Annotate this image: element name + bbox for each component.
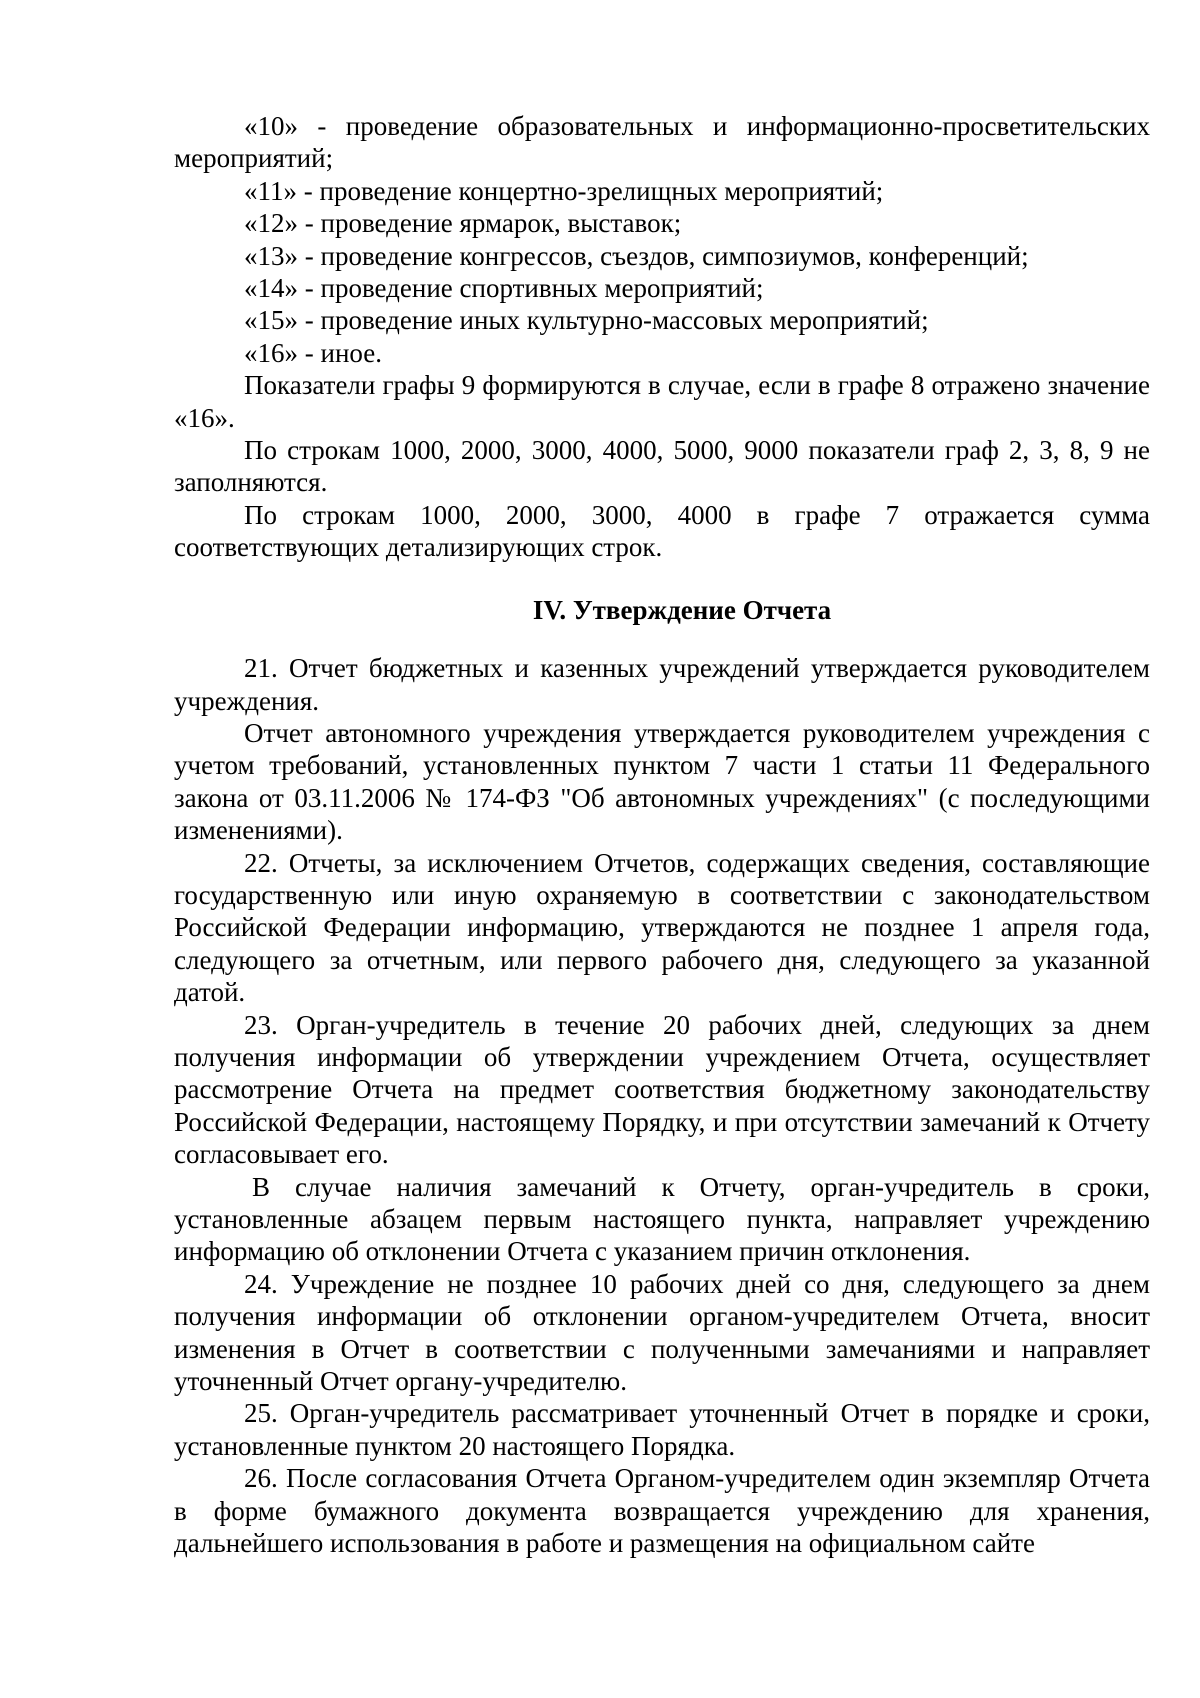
- rows-sum-paragraph: По строкам 1000, 2000, 3000, 4000 в графе 7 отражается сумма соответствующих детализирующих строк.: [174, 499, 1150, 563]
- clause-23-paragraph: 23. Орган-учредитель в течение 20 рабочих дней, следующих за днем получения информации об утверждении учреждением Отчета, осуществляет рассмотрение Отчета на предмет соответствия бюджетному законодательству Российской Федерации, настоящему Порядку, и при отсутствии замечаний к Отчету согласовывает его.: [174, 1009, 1150, 1170]
- item-13-paragraph: «13» - проведение конгрессов, съездов, симпозиумов, конференций;: [244, 240, 1029, 271]
- remarks-paragraph: В случае наличия замечаний к Отчету, орган-учредитель в сроки, установленные абзацем первым настоящего пункта, направляет учреждению информацию об отклонении Отчета с указанием причин отклонения.: [174, 1171, 1150, 1267]
- item-11-paragraph: «11» - проведение концертно-зрелищных мероприятий;: [244, 175, 884, 206]
- item-16-paragraph: «16» - иное.: [244, 337, 382, 368]
- clause-22-paragraph: 22. Отчеты, за исключением Отчетов, содержащих сведения, составляющие государственную или иную охраняемую в соответствии с законодательством Российской Федерации информацию, утверждаются не позднее 1 апреля года, следующего за отчетным, или первого рабочего дня, следующего за указанной датой.: [174, 847, 1150, 1008]
- column-9-paragraph: Показатели графы 9 формируются в случае, если в графе 8 отражено значение «16».: [174, 370, 1150, 433]
- item-15-paragraph: «15» - проведение иных культурно-массовых мероприятий;: [244, 305, 929, 336]
- item-10-paragraph: «10» - проведение образовательных и информационно-просветительских мероприятий;: [174, 111, 1150, 174]
- clause-26-paragraph: 26. После согласования Отчета Органом-учредителем один экземпляр Отчета в форме бумажного документа возвращается учреждению для хранения, дальнейшего использования в работе и размещения на официальном сайте: [174, 1463, 1150, 1559]
- clause-25-paragraph: 25. Орган-учредитель рассматривает уточненный Отчет в порядке и сроки, установленные пунктом 20 настоящего Порядка.: [174, 1398, 1150, 1461]
- clause-24-paragraph: 24. Учреждение не позднее 10 рабочих дней со дня, следующего за днем получения информации об отклонении органом-учредителем Отчета, вносит изменения в Отчет в соответствии с полученными замечаниями и направляет уточненный Отчет органу-учредителю.: [174, 1268, 1150, 1397]
- autonomous-approval-paragraph: Отчет автономного учреждения утверждается руководителем учреждения с учетом требований, установленных пунктом 7 части 1 статьи 11 Федерального закона от 03.11.2006 № 174-ФЗ "Об автономных учреждениях" (с последующими изменениями).: [174, 717, 1150, 846]
- clause-21-paragraph: 21. Отчет бюджетных и казенных учреждений утверждается руководителем учреждения.: [174, 653, 1150, 716]
- item-12-paragraph: «12» - проведение ярмарок, выставок;: [244, 208, 682, 239]
- spacer: [174, 640, 1150, 652]
- item-14-paragraph: «14» - проведение спортивных мероприятий;: [244, 273, 764, 304]
- spacer: [174, 564, 1150, 576]
- rows-not-filled-paragraph: По строкам 1000, 2000, 3000, 4000, 5000, 9000 показатели граф 2, 3, 8, 9 не заполняются.: [174, 435, 1150, 498]
- document-page: [174, 110, 1150, 1559]
- section-heading: IV. Утверждение Отчета: [532, 594, 832, 625]
